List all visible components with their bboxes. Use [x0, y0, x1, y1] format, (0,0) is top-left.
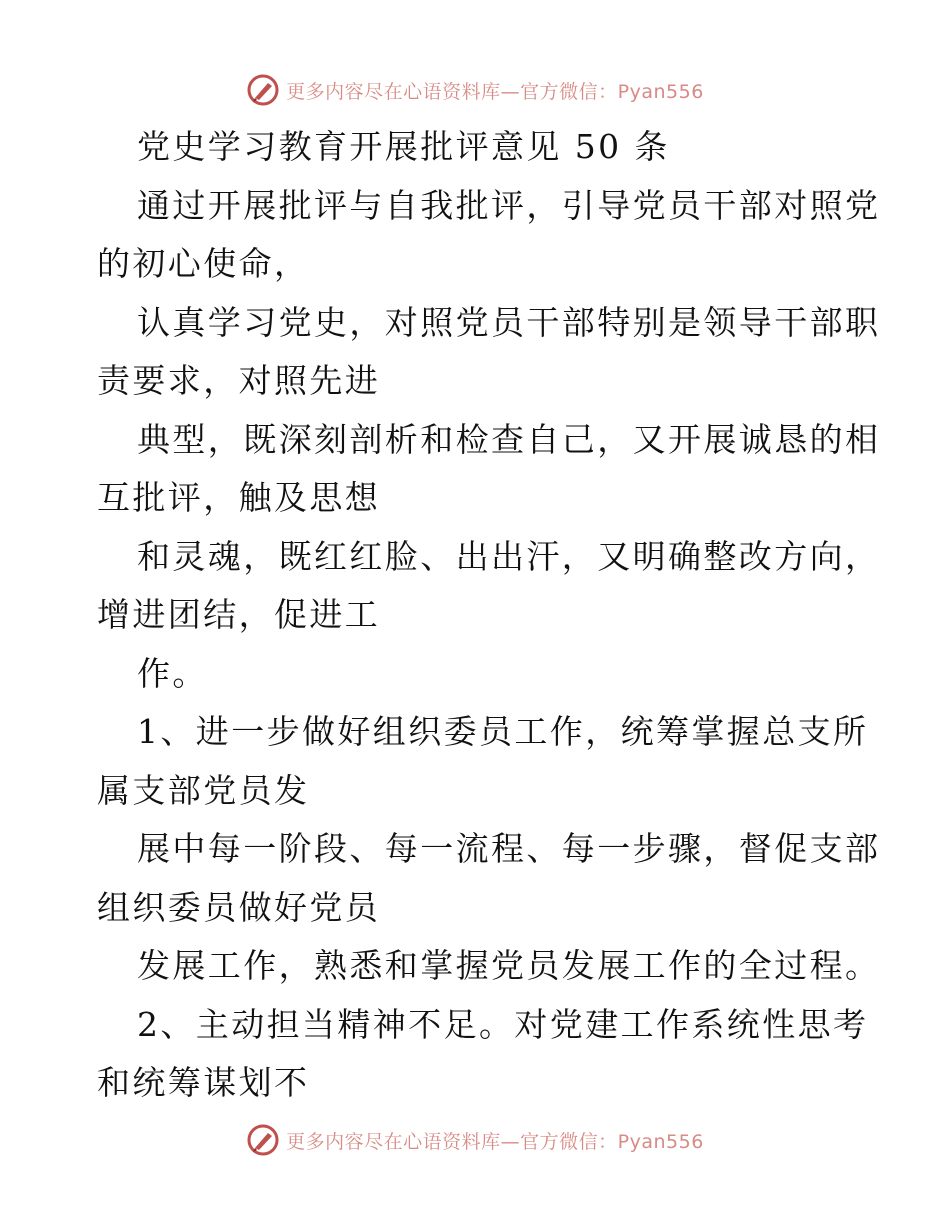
text-line: 责要求，对照先进 — [97, 361, 381, 400]
text-line: 和灵魂，既红红脸、出出汗，又明确整改方向， — [137, 536, 881, 576]
text-line: 的初心使命， — [97, 244, 310, 283]
pen-circle-logo-icon — [246, 73, 280, 107]
text-line: 组织委员做好党员 — [97, 887, 381, 927]
text-line: 作。 — [137, 653, 208, 693]
text-line: 展中每一阶段、每一流程、每一步骤，督促支部 — [137, 829, 881, 868]
text-line: 通过开展批评与自我批评，引导党员干部对照党 — [137, 185, 881, 225]
text-line: 2、主动担当精神不足。对党建工作系统性思考 — [137, 1004, 869, 1044]
text-line: 发展工作，熟悉和掌握党员发展工作的全过程。 — [137, 946, 881, 985]
watermark-text: 更多内容尽在心语资料库—官方微信：Pyan556 — [286, 1130, 704, 1153]
text-line: 互批评，触及思想 — [97, 478, 381, 517]
document-body — [97, 118, 881, 1113]
header-watermark — [0, 70, 950, 110]
text-line: 增进团结，促进工 — [97, 595, 381, 634]
text-line: 典型，既深刻剖析和检查自己，又开展诚恳的相 — [137, 419, 881, 459]
footer-watermark — [0, 1120, 950, 1160]
pen-circle-logo-icon — [246, 1123, 280, 1157]
text-line: 和统筹谋划不 — [97, 1063, 310, 1102]
text-line: 1、进一步做好组织委员工作，统筹掌握总支所 — [137, 712, 869, 751]
document-title: 党史学习教育开展批评意见 50 条 — [137, 127, 670, 166]
watermark-text: 更多内容尽在心语资料库—官方微信：Pyan556 — [286, 80, 704, 103]
text-line: 属支部党员发 — [97, 770, 310, 810]
text-line: 认真学习党史，对照党员干部特别是领导干部职 — [137, 302, 881, 342]
